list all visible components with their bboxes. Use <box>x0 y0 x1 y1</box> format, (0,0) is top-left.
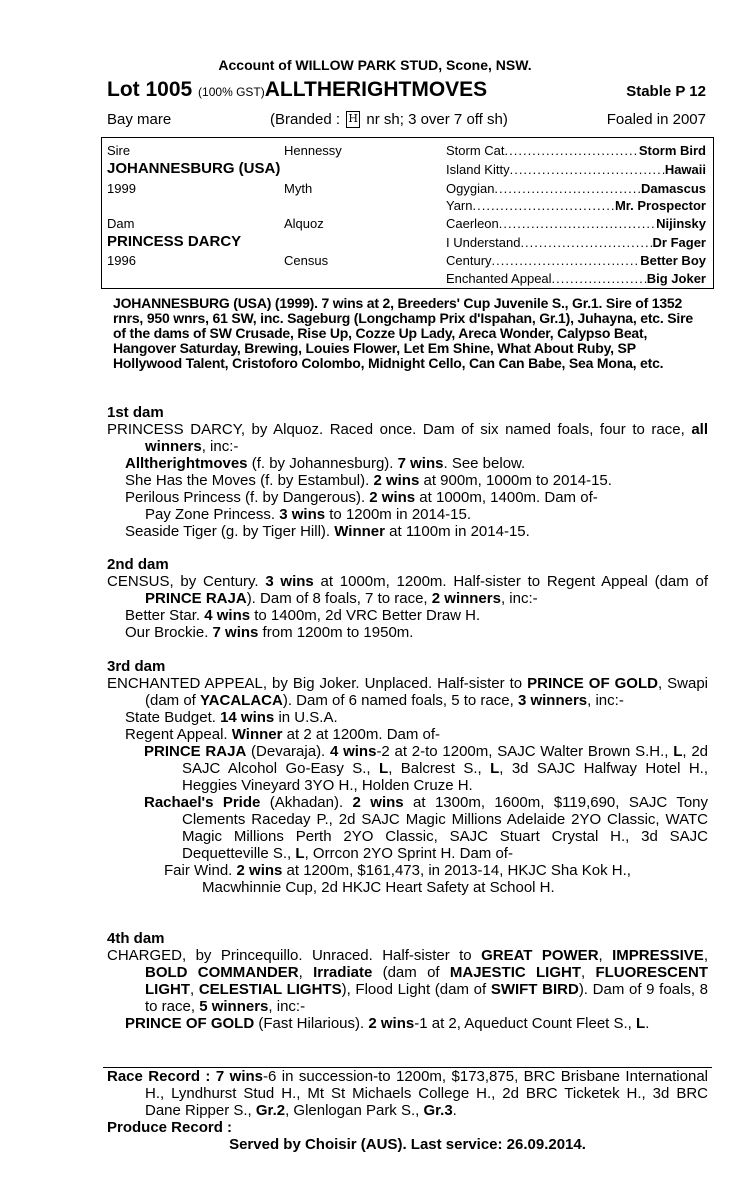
section-heading: 3rd dam <box>107 658 166 675</box>
ancestor-row: Caerleon ..... Nijinsky <box>446 216 706 231</box>
race-record: Race Record : 7 wins-6 in succession-to 1200m, $173,875, BRC Brisbane International H., Lyndhurst Stud H., Mt St Michaels College H., 2d BRC Ticketek H., 3d BRC Dane Ripper S., Gr.2, Glenlogan Park S., Gr.3. <box>107 1068 708 1119</box>
foaled-year: Foaled in 2007 <box>606 111 706 128</box>
section-heading: 1st dam <box>107 404 164 421</box>
dam-name: PRINCESS DARCY <box>107 233 242 250</box>
served-by: Served by Choisir (AUS). Last service: 26.09.2014. <box>229 1136 586 1153</box>
first-dam-section <box>107 404 708 540</box>
dam-dam: Census <box>284 253 329 268</box>
ancestor-row: Enchanted Appeal ..... Big Joker <box>446 271 706 286</box>
dam-intro: CENSUS, by Century. 3 wins at 1000m, 1200m. Half-sister to Regent Appeal (dam of PRINCE RAJA). Dam of 8 foals, 7 to race, 2 winners, inc:- <box>107 573 709 607</box>
lot-title <box>107 78 487 102</box>
dam-label: Dam <box>107 216 135 231</box>
foal-entry: State Budget. 14 wins in U.S.A. <box>125 709 338 726</box>
third-dam-section <box>107 658 708 896</box>
sire-sire: Hennessy <box>284 143 342 158</box>
foal-entry: Better Star. 4 wins to 1400m, 2d VRC Better Draw H. <box>125 607 481 624</box>
foal-entry: PRINCE OF GOLD (Fast Hilarious). 2 wins-1 at 2, Aqueduct Count Fleet S., L. <box>125 1015 650 1032</box>
sire-year: 1999 <box>107 181 136 196</box>
ancestor-row: Island Kitty ..... Hawaii <box>446 162 706 177</box>
foal-entry: Perilous Princess (f. by Dangerous). 2 wins at 1000m, 1400m. Dam of- <box>125 489 598 506</box>
vendor-line: Account of WILLOW PARK STUD, Scone, NSW. <box>218 57 532 73</box>
dam-intro: PRINCESS DARCY, by Alquoz. Raced once. Dam of six named foals, four to race, all winners, inc:- <box>107 421 708 455</box>
sire-summary: JOHANNESBURG (USA) (1999). 7 wins at 2, Breeders' Cup Juvenile S., Gr.1. Sire of 1352 rnrs, 950 wnrs, 61 SW, inc. Sageburg (Longchamp Prix d'Ispahan, Gr.1), Juhayna, etc. Sire of the dams of SW Crusade, Rise Up, Cozze Up Lady, Areca Wonder, Calypso Beat, Hangover Saturday, Brewing, Louies Flower, Let Em Shine, What About Ruby, SP Hollywood Talent, Cristoforo Colombo, Midnight Cello, Can Can Babe, Sea Mona, etc. <box>113 295 693 371</box>
produce-record-label: Produce Record : <box>107 1119 233 1136</box>
dam-intro: ENCHANTED APPEAL, by Big Joker. Unplaced. Half-sister to PRINCE OF GOLD, Swapi (dam of YACALACA). Dam of 6 named foals, 5 to race, 3 winners, inc:- <box>107 675 709 709</box>
brand-info <box>270 111 508 128</box>
grandfoal-entry: PRINCE RAJA (Devaraja). 4 wins-2 at 2-to 1200m, SAJC Walter Brown S.H., L, 2d SAJC Alcohol Go-Easy S., L, Balcrest S., L, 3d SAJC Halfway Hotel H., Heggies Vineyard 3YO H., Holden Cruze H. <box>144 743 709 794</box>
section-heading: 4th dam <box>107 930 165 947</box>
ancestor-row: Century ..... Better Boy <box>446 253 706 268</box>
sire-name: JOHANNESBURG (USA) <box>107 160 281 177</box>
ancestor-row: Storm Cat ..... Storm Bird <box>446 143 706 158</box>
brand-mark-icon: H <box>346 111 360 128</box>
brand-suffix: nr sh; 3 over 7 off sh) <box>366 111 508 128</box>
ancestor-row: I Understand ..... Dr Fager <box>446 235 706 250</box>
great-grandfoal-entry: Fair Wind. 2 wins at 1200m, $161,473, in 2013-14, HKJC Sha Kok H., Macwhinnie Cup, 2d HKJC Heart Safety at School H. <box>164 862 631 896</box>
pedigree-table <box>101 137 714 289</box>
horse-sex: Bay mare <box>107 111 172 128</box>
lot-number: Lot 1005 <box>107 78 193 101</box>
sire-dam: Myth <box>284 181 313 196</box>
grandfoal-entry: Pay Zone Princess. 3 wins to 1200m in 2014-15. <box>145 506 472 523</box>
horse-name: ALLTHERIGHTMOVES <box>264 78 488 101</box>
sire-label: Sire <box>107 143 131 158</box>
dam-year: 1996 <box>107 253 136 268</box>
ancestor-row: Ogygian ..... Damascus <box>446 181 706 196</box>
section-heading: 2nd dam <box>107 556 169 573</box>
foal-entry: Seaside Tiger (g. by Tiger Hill). Winner at 1100m in 2014-15. <box>125 523 530 540</box>
foal-entry: She Has the Moves (f. by Estambul). 2 wins at 900m, 1000m to 2014-15. <box>125 472 612 489</box>
ancestor-row: Yarn ..... Mr. Prospector <box>446 198 706 213</box>
grandfoal-entry: Rachael's Pride (Akhadan). 2 wins at 1300m, 1600m, $119,690, SAJC Tony Clements Raceday P., 2d SAJC Magic Millions Adelaide 2YO Classic, WATC Magic Millions Perth 2YO Classic, SAJC Stuart Crystal H., 3d SAJC Dequetteville S., L, Orrcon 2YO Sprint H. Dam of- <box>144 794 708 862</box>
gst-note: (100% GST) <box>198 85 265 99</box>
dam-sire: Alquoz <box>284 216 324 231</box>
stable-location: Stable P 12 <box>626 83 706 100</box>
fourth-dam-section <box>107 930 708 1032</box>
foal-entry: Alltherightmoves (f. by Johannesburg). 7 wins. See below. <box>125 455 526 472</box>
records-section <box>107 1068 708 1153</box>
brand-prefix: (Branded : <box>270 111 341 128</box>
foal-entry: Regent Appeal. Winner at 2 at 1200m. Dam of- <box>125 726 441 743</box>
foal-entry: Our Brockie. 7 wins from 1200m to 1950m. <box>125 624 414 641</box>
second-dam-section <box>107 556 708 641</box>
dam-intro: CHARGED, by Princequillo. Unraced. Half-sister to GREAT POWER, IMPRESSIVE, BOLD COMMANDER, Irradiate (dam of MAJESTIC LIGHT, FLUORESCENT LIGHT, CELESTIAL LIGHTS), Flood Light (dam of SWIFT BIRD). Dam of 9 foals, 8 to race, 5 winners, inc:- <box>107 947 709 1015</box>
